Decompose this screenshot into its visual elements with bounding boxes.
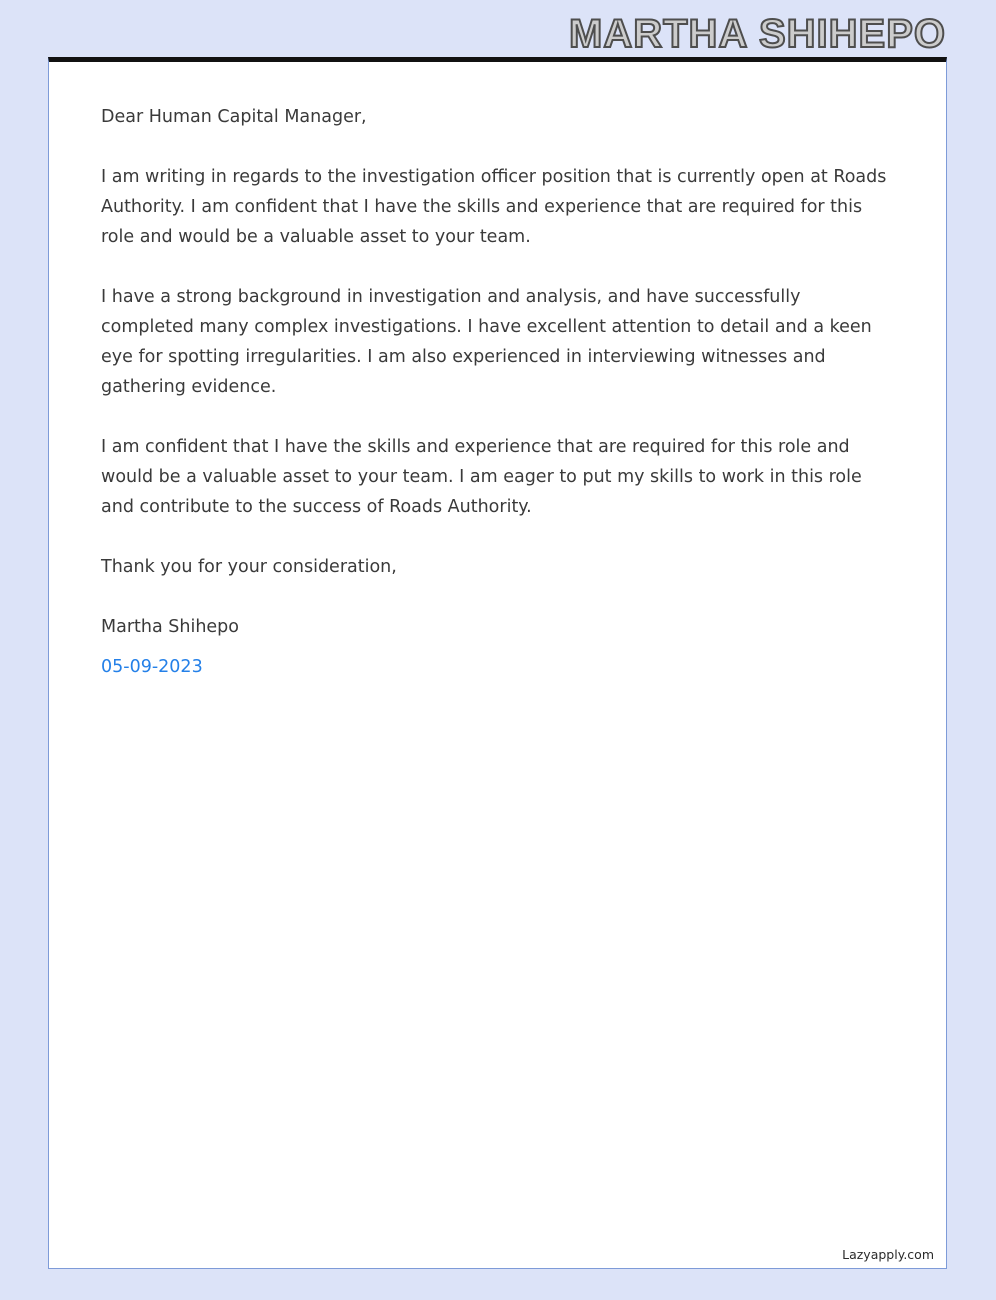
letter-document bbox=[48, 57, 947, 1269]
watermark-lazyapply: Lazyapply.com bbox=[842, 1247, 934, 1262]
signature-name: Martha Shihepo bbox=[101, 617, 239, 637]
letter-date: 05-09-2023 bbox=[101, 657, 203, 677]
paragraph-conclusion: I am confident that I have the skills and experience that are required for this role and would be a valuable asset to your team. I am eager to put my skills to work in this role and contribute to the success of Roads Authority. bbox=[101, 437, 862, 517]
page-title: MARTHA SHIHEPO bbox=[569, 12, 946, 56]
closing-line: Thank you for your consideration, bbox=[101, 557, 397, 577]
paragraph-intro: I am writing in regards to the investigation officer position that is currently open at Roads Authority. I am confident that I have the skills and experience that are required for this role and would be a valuable asset to your team. bbox=[101, 167, 887, 247]
salutation: Dear Human Capital Manager, bbox=[101, 107, 367, 127]
paragraph-experience: I have a strong background in investigation and analysis, and have successfully completed many complex investigations. I have excellent attention to detail and a keen eye for spotting irregularities. I am also experienced in interviewing witnesses and gathering evidence. bbox=[101, 287, 872, 397]
letter-body bbox=[49, 62, 946, 682]
